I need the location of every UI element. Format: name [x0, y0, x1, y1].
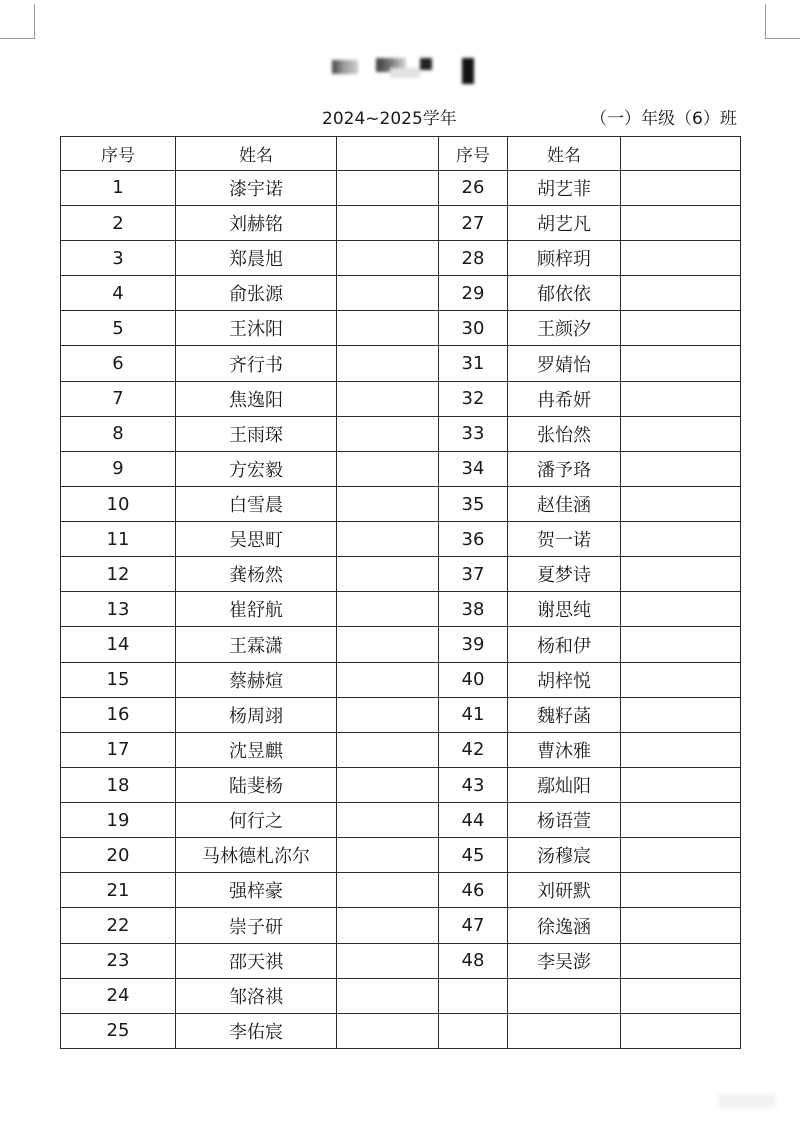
page-corner-mark-top-left	[0, 4, 35, 39]
school-year: 2024~2025学年	[322, 109, 457, 129]
student-name: 王霖潇	[176, 627, 337, 662]
redacted-title	[330, 56, 480, 86]
student-name: 曹沐雅	[508, 732, 621, 767]
student-number: 42	[439, 732, 508, 767]
blank-cell	[337, 767, 439, 802]
class-label: （一）年级（6）班	[590, 109, 737, 129]
student-number: 46	[439, 873, 508, 908]
blank-cell	[337, 943, 439, 978]
student-name: 刘研默	[508, 873, 621, 908]
student-number: 15	[61, 662, 176, 697]
student-number: 28	[439, 241, 508, 276]
table-row	[61, 1013, 741, 1048]
student-number: 47	[439, 908, 508, 943]
student-name: 崇子研	[176, 908, 337, 943]
student-number: 40	[439, 662, 508, 697]
blank-cell	[621, 873, 741, 908]
blank-cell	[337, 276, 439, 311]
student-name: 白雪晨	[176, 486, 337, 521]
student-name: 赵佳涵	[508, 486, 621, 521]
blank-cell	[337, 522, 439, 557]
student-name: 李吴澎	[508, 943, 621, 978]
blank-cell	[621, 662, 741, 697]
student-name: 陆斐杨	[176, 767, 337, 802]
table-row	[61, 662, 741, 697]
header-name-left: 姓名	[176, 137, 337, 171]
blank-cell	[621, 978, 741, 1013]
table-row	[61, 767, 741, 802]
student-number: 32	[439, 381, 508, 416]
student-number: 1	[61, 170, 176, 205]
blank-cell	[337, 486, 439, 521]
blank-cell	[621, 381, 741, 416]
student-name: 胡艺菲	[508, 170, 621, 205]
blank-cell	[621, 451, 741, 486]
blank-cell	[337, 1013, 439, 1048]
student-name: 冉希妍	[508, 381, 621, 416]
table-row	[61, 592, 741, 627]
table-row	[61, 170, 741, 205]
blank-cell	[337, 697, 439, 732]
student-name: 方宏毅	[176, 451, 337, 486]
blank-cell	[621, 592, 741, 627]
blank-cell	[621, 732, 741, 767]
table-row	[61, 732, 741, 767]
student-number: 16	[61, 697, 176, 732]
student-number: 39	[439, 627, 508, 662]
empty-name-cell	[508, 1013, 621, 1048]
table-row	[61, 276, 741, 311]
empty-name-cell	[508, 978, 621, 1013]
blank-cell	[337, 732, 439, 767]
student-name: 罗婧怡	[508, 346, 621, 381]
blank-cell	[337, 978, 439, 1013]
student-number: 44	[439, 803, 508, 838]
table-row	[61, 943, 741, 978]
table-row	[61, 346, 741, 381]
table-row	[61, 803, 741, 838]
blank-cell	[337, 346, 439, 381]
blank-cell	[621, 311, 741, 346]
student-number: 34	[439, 451, 508, 486]
blank-cell	[337, 908, 439, 943]
student-number: 9	[61, 451, 176, 486]
empty-number-cell	[439, 978, 508, 1013]
blank-cell	[621, 627, 741, 662]
student-name: 漆宇诺	[176, 170, 337, 205]
student-number: 41	[439, 697, 508, 732]
student-name: 顾梓玥	[508, 241, 621, 276]
student-number: 38	[439, 592, 508, 627]
student-name: 俞张源	[176, 276, 337, 311]
student-name: 胡梓悦	[508, 662, 621, 697]
table-row	[61, 627, 741, 662]
student-name: 潘予珞	[508, 451, 621, 486]
blank-cell	[337, 170, 439, 205]
student-number: 48	[439, 943, 508, 978]
student-number: 27	[439, 205, 508, 240]
student-name: 王沐阳	[176, 311, 337, 346]
blank-cell	[621, 943, 741, 978]
student-name: 焦逸阳	[176, 381, 337, 416]
student-number: 25	[61, 1013, 176, 1048]
header-blank-right	[621, 137, 741, 171]
student-name: 鄢灿阳	[508, 767, 621, 802]
student-name: 刘赫铭	[176, 205, 337, 240]
student-name: 齐行书	[176, 346, 337, 381]
blank-cell	[621, 346, 741, 381]
header-name-right: 姓名	[508, 137, 621, 171]
student-name: 郑晨旭	[176, 241, 337, 276]
table-row	[61, 557, 741, 592]
blank-cell	[337, 627, 439, 662]
blank-cell	[621, 486, 741, 521]
blank-cell	[337, 416, 439, 451]
student-number: 12	[61, 557, 176, 592]
blank-cell	[621, 908, 741, 943]
student-number: 36	[439, 522, 508, 557]
student-name: 王颜汐	[508, 311, 621, 346]
header-number-right: 序号	[439, 137, 508, 171]
student-name: 李佑宸	[176, 1013, 337, 1048]
student-number: 18	[61, 767, 176, 802]
student-name: 蔡赫煊	[176, 662, 337, 697]
table-row	[61, 381, 741, 416]
blank-cell	[337, 205, 439, 240]
student-number: 26	[439, 170, 508, 205]
student-name: 吴思町	[176, 522, 337, 557]
blank-cell	[621, 241, 741, 276]
table-row	[61, 416, 741, 451]
student-name: 龚杨然	[176, 557, 337, 592]
student-number: 3	[61, 241, 176, 276]
student-number: 22	[61, 908, 176, 943]
blank-cell	[337, 557, 439, 592]
student-name: 贺一诺	[508, 522, 621, 557]
student-name: 邹洛祺	[176, 978, 337, 1013]
student-number: 8	[61, 416, 176, 451]
blank-cell	[337, 381, 439, 416]
blank-cell	[337, 803, 439, 838]
blank-cell	[621, 205, 741, 240]
table-row	[61, 311, 741, 346]
student-number: 5	[61, 311, 176, 346]
empty-number-cell	[439, 1013, 508, 1048]
blank-cell	[337, 311, 439, 346]
student-name: 郁依依	[508, 276, 621, 311]
table-row	[61, 697, 741, 732]
blank-cell	[337, 241, 439, 276]
blank-cell	[621, 767, 741, 802]
student-number: 17	[61, 732, 176, 767]
student-number: 31	[439, 346, 508, 381]
student-number: 4	[61, 276, 176, 311]
student-name: 徐逸涵	[508, 908, 621, 943]
student-name: 杨和伊	[508, 627, 621, 662]
blank-cell	[621, 522, 741, 557]
blank-cell	[621, 697, 741, 732]
student-number: 33	[439, 416, 508, 451]
student-name: 沈昱麒	[176, 732, 337, 767]
blank-cell	[337, 592, 439, 627]
student-number: 35	[439, 486, 508, 521]
student-name: 邵天祺	[176, 943, 337, 978]
student-name: 胡艺凡	[508, 205, 621, 240]
student-name: 杨周翊	[176, 697, 337, 732]
student-name: 王雨琛	[176, 416, 337, 451]
blank-cell	[337, 662, 439, 697]
table-row	[61, 873, 741, 908]
blank-cell	[621, 170, 741, 205]
student-number: 11	[61, 522, 176, 557]
table-row	[61, 978, 741, 1013]
student-name: 魏籽菡	[508, 697, 621, 732]
student-name: 夏梦诗	[508, 557, 621, 592]
student-name: 强梓豪	[176, 873, 337, 908]
student-roster-table	[60, 136, 741, 1049]
table-row	[61, 241, 741, 276]
student-number: 14	[61, 627, 176, 662]
student-name: 杨语萱	[508, 803, 621, 838]
blank-cell	[621, 838, 741, 873]
student-number: 6	[61, 346, 176, 381]
blank-cell	[337, 838, 439, 873]
table-row	[61, 838, 741, 873]
student-name: 张怡然	[508, 416, 621, 451]
blank-cell	[621, 803, 741, 838]
table-row	[61, 486, 741, 521]
blurred-watermark	[718, 1094, 776, 1108]
student-number: 19	[61, 803, 176, 838]
blank-cell	[337, 451, 439, 486]
page-corner-mark-top-right	[765, 4, 800, 39]
blank-cell	[621, 557, 741, 592]
table-row	[61, 908, 741, 943]
student-number: 45	[439, 838, 508, 873]
student-number: 13	[61, 592, 176, 627]
student-number: 2	[61, 205, 176, 240]
student-number: 23	[61, 943, 176, 978]
blank-cell	[621, 416, 741, 451]
student-number: 20	[61, 838, 176, 873]
student-name: 崔舒航	[176, 592, 337, 627]
blank-cell	[621, 1013, 741, 1048]
blank-cell	[621, 276, 741, 311]
table-header-row	[61, 137, 741, 171]
student-name: 马林德札沵尔	[176, 838, 337, 873]
student-number: 37	[439, 557, 508, 592]
table-row	[61, 451, 741, 486]
student-name: 何行之	[176, 803, 337, 838]
student-number: 7	[61, 381, 176, 416]
header-number-left: 序号	[61, 137, 176, 171]
table-row	[61, 205, 741, 240]
header-blank-left	[337, 137, 439, 171]
student-number: 21	[61, 873, 176, 908]
student-number: 24	[61, 978, 176, 1013]
student-number: 43	[439, 767, 508, 802]
student-number: 10	[61, 486, 176, 521]
student-number: 29	[439, 276, 508, 311]
student-name: 汤穆宸	[508, 838, 621, 873]
blank-cell	[337, 873, 439, 908]
student-name: 谢思纯	[508, 592, 621, 627]
student-number: 30	[439, 311, 508, 346]
table-row	[61, 522, 741, 557]
